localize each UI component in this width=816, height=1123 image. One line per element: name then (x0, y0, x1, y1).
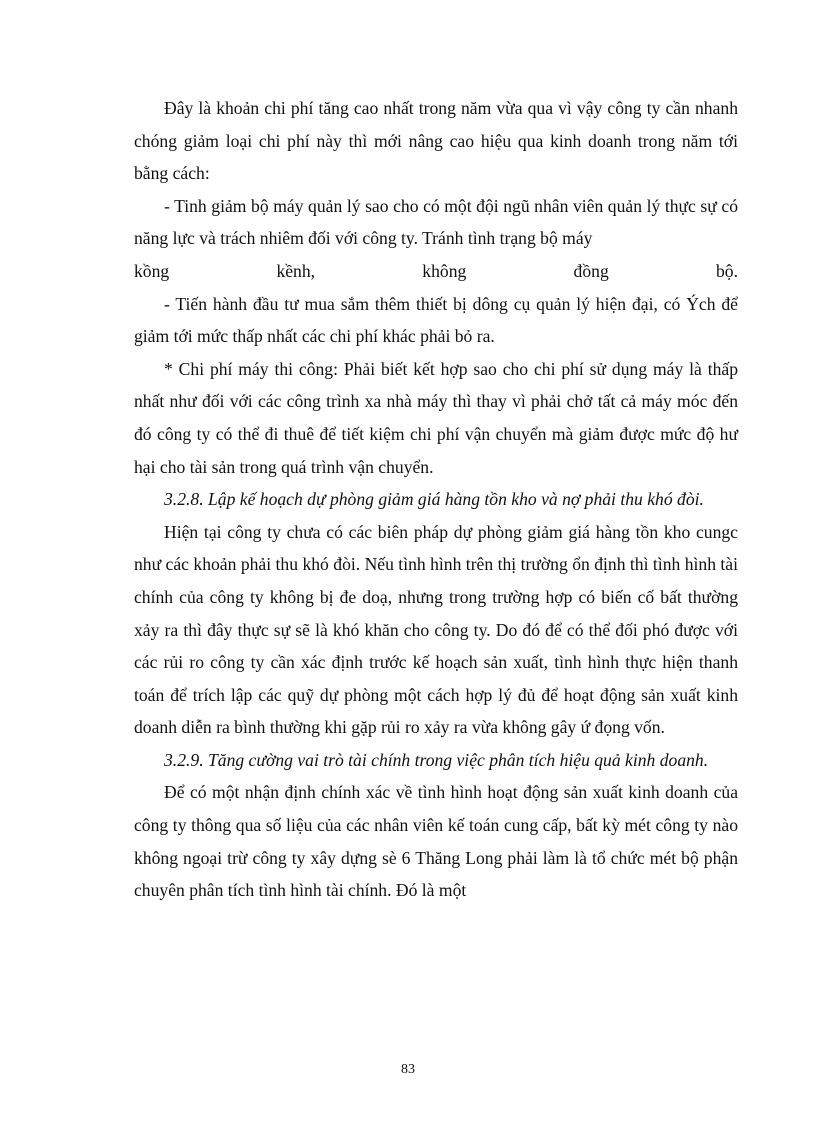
page-body (134, 92, 738, 907)
section-heading-3-2-8: 3.2.8. Lập kế hoạch dự phòng giảm giá hàng tồn kho và nợ phải thu khó đòi. (164, 489, 704, 510)
paragraph-bullet-equipment: - Tiến hành đầu tư mua sắm thêm thiết bị dông cụ quản lý hiện đại, có Ých để giảm tới mức thấp nhất các chi phí khác phải bỏ ra. (134, 293, 738, 347)
paragraph-bullet-management-end: kồng kềnh, không đồng bộ. (134, 260, 738, 281)
paragraph-reserve-plan: Hiện tại công ty chưa có các biên pháp dự phòng giảm giá hàng tồn kho cungc như các khoản phải thu khó đòi. Nếu tình hình trên thị trường ổn định thì tình hình tài chính của công ty không bị đe doạ, nhưng trong trường hợp có biến cố bất thường xảy ra thì đây thực sự sẽ là khó khăn cho công ty. Do đó để có thể đối phó được với các rủi ro công ty cần xác định trước kế hoạch sản xuất, tình hình thực hiện thanh toán để trích lập các quỹ dự phòng một cách hợp lý đủ để hoạt động sản xuất kinh doanh diễn ra bình thường khi gặp rủi ro xảy ra vừa không gây ứ đọng vốn. (134, 521, 738, 738)
paragraph-expense-intro: Đây là khoản chi phí tăng cao nhất trong năm vừa qua vì vậy công ty cần nhanh chóng giảm loại chi phí này thì mới nâng cao hiệu qua kinh doanh trong năm tới bằng cách: (134, 98, 738, 184)
paragraph-bullet-management: - Tinh giảm bộ máy quản lý sao cho có một đội ngũ nhân viên quản lý thực sự có năng lực và trách nhiêm đối với công ty. Tránh tình trạng bộ máy (134, 195, 738, 249)
section-heading-3-2-9: 3.2.9. Tăng cường vai trò tài chính trong việc phân tích hiệu quả kinh doanh. (164, 749, 709, 770)
paragraph-financial-analysis: Để có một nhận định chính xác về tình hình hoạt động sản xuất kinh doanh của công ty thông qua số liệu của các nhân viên kế toán cung cấp, bất kỳ mét công ty nào không ngoại trừ công ty xây dựng sè 6 Thăng Long phải làm là tổ chức mét bộ phận chuyên phân tích tình hình tài chính. Đó là một (134, 782, 738, 901)
page-number: 83 (401, 1062, 415, 1077)
paragraph-machine-cost: * Chi phí máy thi công: Phải biết kết hợp sao cho chi phí sử dụng máy là thấp nhất như đối với các công trình xa nhà máy thì thay vì phải chở tất cả máy móc đến đó công ty có thể đi thuê để tiết kiệm chi phí vận chuyển mà giảm được mức độ hư hại cho tài sản trong quá trình vận chuyển. (134, 358, 738, 477)
